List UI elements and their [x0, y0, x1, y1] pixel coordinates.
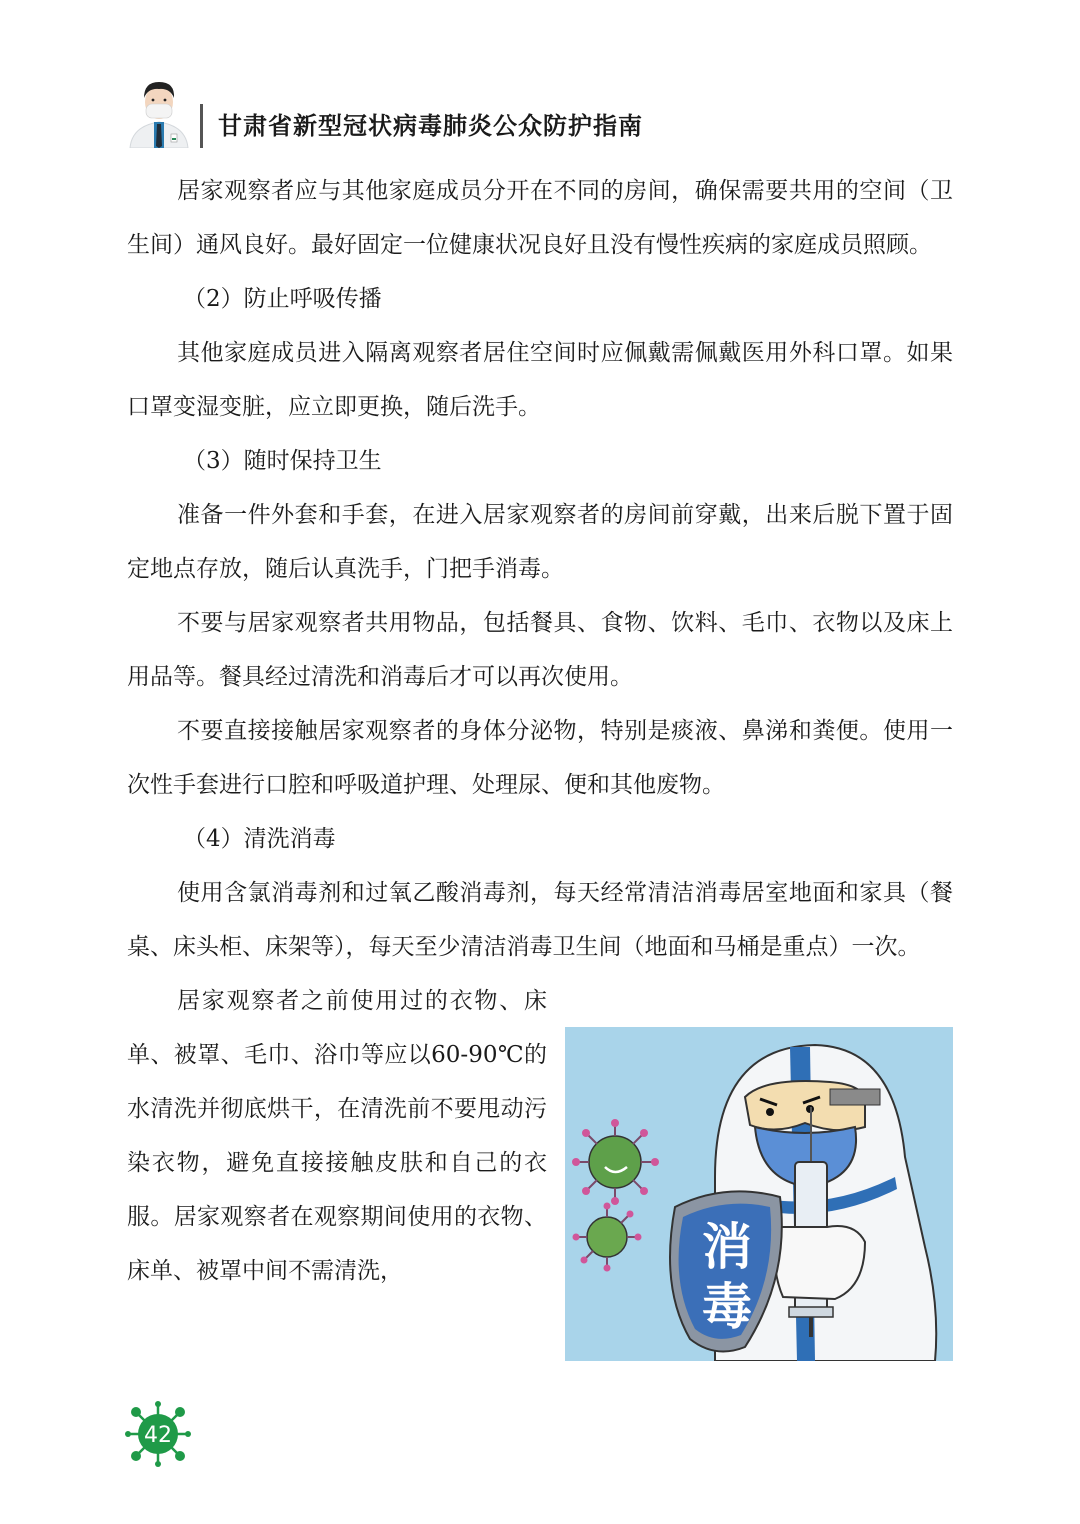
paragraph: 居家观察者之前使用过的衣物、床单、被罩、毛巾、浴巾等应以60-90℃的水清洗并彻底烘干，在清洗前不要甩动污染衣物，避免直接接触皮肤和自己的衣服。居家观察者在观察期间使用的衣物、床单、被罩中间不需清洗，	[127, 988, 547, 1284]
hazmat-worker-icon	[565, 1027, 953, 1361]
section-heading: （4）清洗消毒	[183, 826, 336, 852]
paragraph: 使用含氯消毒剂和过氧乙酸消毒剂，每天经常清洁消毒居室地面和家具（餐桌、床头柜、床架等），每天至少清洁消毒卫生间（地面和马桶是重点）一次。	[127, 880, 953, 960]
disinfection-illustration	[565, 1027, 953, 1361]
paragraph: 准备一件外套和手套，在进入居家观察者的房间前穿戴，出来后脱下置于固定地点存放，随后认真洗手，门把手消毒。	[127, 502, 953, 582]
paragraph: 不要与居家观察者共用物品，包括餐具、食物、饮料、毛巾、衣物以及床上用品等。餐具经过清洗和消毒后才可以再次使用。	[127, 610, 953, 690]
header-divider	[200, 104, 203, 148]
section-heading: （2）防止呼吸传播	[183, 286, 382, 312]
page-number: 42	[144, 1423, 172, 1448]
page-number-badge	[124, 1400, 192, 1468]
shield-text: 消毒	[702, 1218, 752, 1336]
section-heading: （3）随时保持卫生	[183, 448, 382, 474]
page-title: 甘肃省新型冠状病毒肺炎公众防护指南	[218, 112, 643, 140]
virus-icon	[573, 1203, 642, 1272]
page-header	[122, 76, 722, 148]
doctor-avatar-icon	[126, 76, 192, 148]
virus-icon	[572, 1119, 659, 1205]
paragraph: 其他家庭成员进入隔离观察者居住空间时应佩戴需佩戴医用外科口罩。如果口罩变湿变脏，应立即更换，随后洗手。	[127, 340, 953, 420]
paragraph: 不要直接接触居家观察者的身体分泌物，特别是痰液、鼻涕和粪便。使用一次性手套进行口腔和呼吸道护理、处理尿、便和其他废物。	[127, 718, 953, 798]
paragraph: 居家观察者应与其他家庭成员分开在不同的房间，确保需要共用的空间（卫生间）通风良好。最好固定一位健康状况良好且没有慢性疾病的家庭成员照顾。	[127, 178, 953, 258]
